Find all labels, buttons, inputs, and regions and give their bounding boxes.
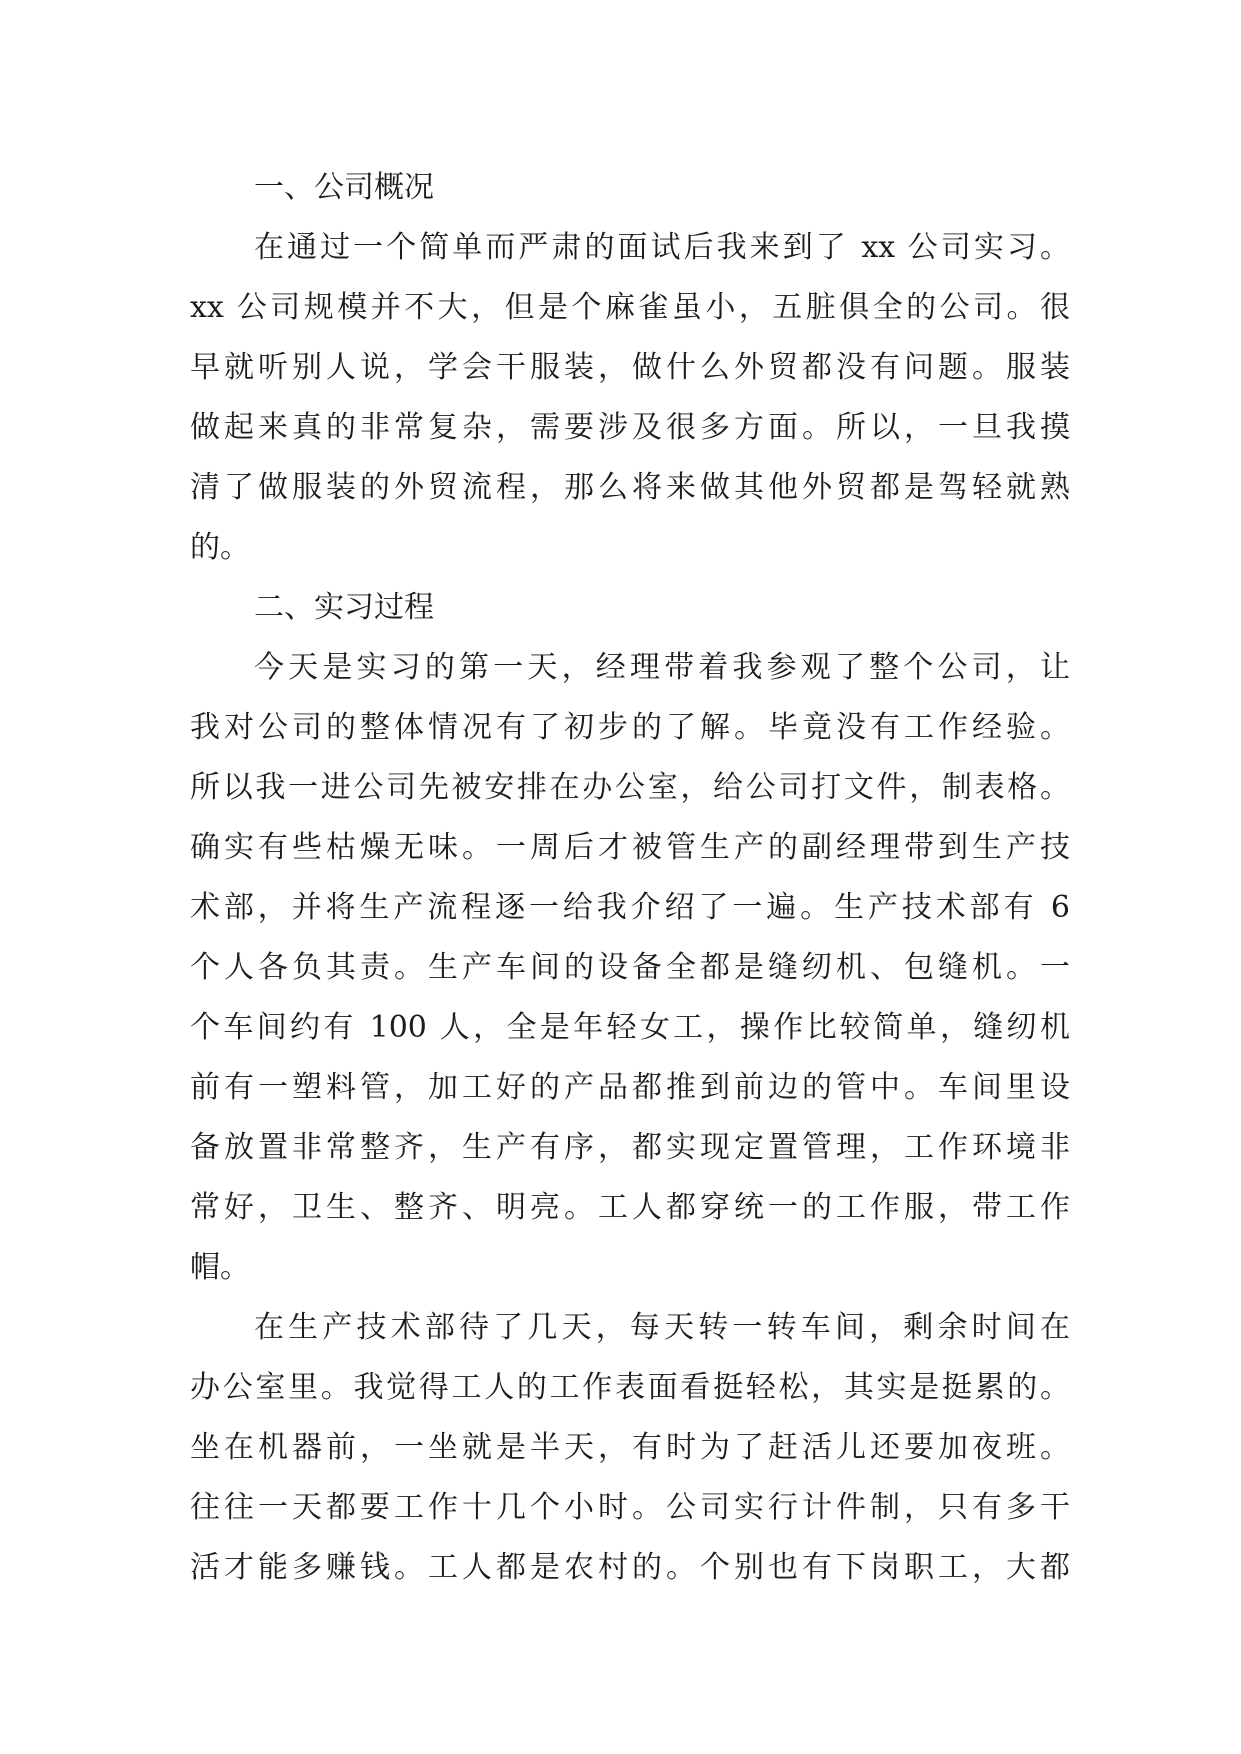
text-line: 备放置非常整齐，生产有序，都实现定置管理，工作环境非 — [190, 1130, 1070, 1165]
text-line: 所以我一进公司先被安排在办公室，给公司打文件，制表格。 — [190, 770, 1070, 805]
text-line: 坐在机器前，一坐就是半天，有时为了赶活儿还要加夜班。 — [190, 1430, 1070, 1465]
section-heading-internship: 二、实习过程 — [254, 590, 434, 625]
text-line: 在通过一个简单而严肃的面试后我来到了 xx 公司实习。 — [254, 230, 1070, 265]
text-line: 确实有些枯燥无味。一周后才被管生产的副经理带到生产技 — [190, 830, 1070, 865]
text-line: 活才能多赚钱。工人都是农村的。个别也有下岗职工，大都 — [190, 1550, 1070, 1585]
text-line: 在生产技术部待了几天，每天转一转车间，剩余时间在 — [254, 1310, 1070, 1345]
text-line: 常好，卫生、整齐、明亮。工人都穿统一的工作服，带工作 — [190, 1190, 1070, 1225]
section-heading-overview: 一、公司概况 — [254, 170, 434, 205]
text-line: 办公室里。我觉得工人的工作表面看挺轻松，其实是挺累的。 — [190, 1370, 1070, 1405]
text-line: 个人各负其责。生产车间的设备全都是缝纫机、包缝机。一 — [190, 950, 1070, 985]
text-line: 帽。 — [190, 1250, 250, 1285]
text-line: 前有一塑料管，加工好的产品都推到前边的管中。车间里设 — [190, 1070, 1070, 1105]
text-line: 清了做服装的外贸流程，那么将来做其他外贸都是驾轻就熟 — [190, 470, 1070, 505]
text-line: 术部，并将生产流程逐一给我介绍了一遍。生产技术部有 6 — [190, 890, 1070, 925]
text-line: 往往一天都要工作十几个小时。公司实行计件制，只有多干 — [190, 1490, 1070, 1525]
text-line: xx 公司规模并不大，但是个麻雀虽小，五脏俱全的公司。很 — [190, 290, 1070, 325]
document-body — [190, 158, 1070, 1598]
text-line: 我对公司的整体情况有了初步的了解。毕竟没有工作经验。 — [190, 710, 1070, 745]
text-line: 早就听别人说，学会干服装，做什么外贸都没有问题。服装 — [190, 350, 1070, 385]
text-line: 今天是实习的第一天，经理带着我参观了整个公司，让 — [254, 650, 1070, 685]
text-line: 的。 — [190, 530, 250, 565]
text-line: 个车间约有 100 人，全是年轻女工，操作比较简单，缝纫机 — [190, 1010, 1070, 1045]
text-line: 做起来真的非常复杂，需要涉及很多方面。所以，一旦我摸 — [190, 410, 1070, 445]
